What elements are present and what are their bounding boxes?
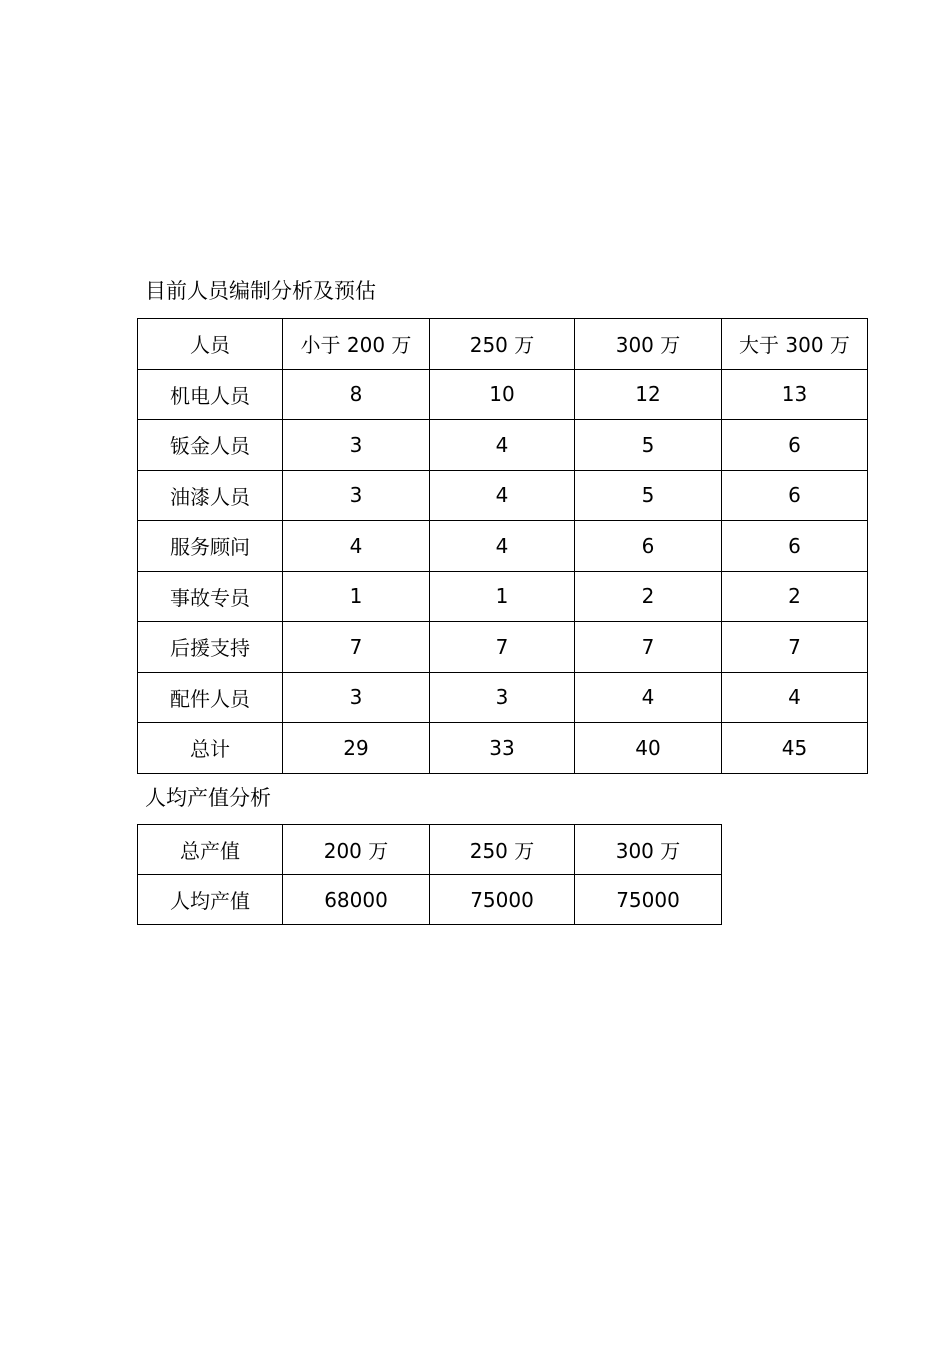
header-cell: 小于 200 万 [283, 319, 430, 370]
table-row [138, 622, 868, 673]
table-cell: 4 [430, 470, 575, 521]
table-cell: 8 [283, 369, 430, 420]
table-cell: 33 [430, 723, 575, 774]
table-cell: 40 [575, 723, 722, 774]
header-cell: 250 万 [430, 825, 575, 875]
table-cell: 6 [722, 521, 868, 572]
header-cell: 人员 [138, 319, 283, 370]
table-cell: 3 [283, 672, 430, 723]
table-cell: 5 [575, 420, 722, 471]
table-cell: 4 [722, 672, 868, 723]
table-row [138, 420, 868, 471]
table-cell: 6 [722, 470, 868, 521]
table-header-row [138, 825, 722, 875]
table-cell: 6 [722, 420, 868, 471]
total-row [138, 723, 868, 774]
table-cell: 7 [283, 622, 430, 673]
staffing-table [137, 318, 868, 774]
row-label: 机电人员 [138, 369, 283, 420]
table-cell: 6 [575, 521, 722, 572]
row-label: 总计 [138, 723, 283, 774]
table-cell: 4 [430, 420, 575, 471]
table-cell: 68000 [283, 875, 430, 925]
table-cell: 7 [430, 622, 575, 673]
table-row [138, 875, 722, 925]
row-label: 服务顾问 [138, 521, 283, 572]
table-cell: 3 [283, 420, 430, 471]
table-cell: 13 [722, 369, 868, 420]
table-cell: 7 [722, 622, 868, 673]
header-cell: 200 万 [283, 825, 430, 875]
row-label: 后援支持 [138, 622, 283, 673]
table-cell: 2 [722, 571, 868, 622]
staffing-table-title: 目前人员编制分析及预估 [145, 279, 376, 303]
row-label: 配件人员 [138, 672, 283, 723]
table-cell: 4 [283, 521, 430, 572]
table-row [138, 369, 868, 420]
table-header-row [138, 319, 868, 370]
table-row [138, 672, 868, 723]
table-cell: 12 [575, 369, 722, 420]
table-cell: 4 [430, 521, 575, 572]
output-table-title: 人均产值分析 [145, 786, 271, 810]
table-cell: 7 [575, 622, 722, 673]
header-cell: 300 万 [575, 319, 722, 370]
table-cell: 1 [430, 571, 575, 622]
table-cell: 3 [283, 470, 430, 521]
table-cell: 29 [283, 723, 430, 774]
row-label: 油漆人员 [138, 470, 283, 521]
table-cell: 5 [575, 470, 722, 521]
table-cell: 75000 [430, 875, 575, 925]
table-row [138, 470, 868, 521]
header-cell: 总产值 [138, 825, 283, 875]
row-label: 事故专员 [138, 571, 283, 622]
row-label: 钣金人员 [138, 420, 283, 471]
table-cell: 2 [575, 571, 722, 622]
table-cell: 45 [722, 723, 868, 774]
table-row [138, 571, 868, 622]
header-cell: 大于 300 万 [722, 319, 868, 370]
header-cell: 250 万 [430, 319, 575, 370]
table-cell: 1 [283, 571, 430, 622]
table-cell: 75000 [575, 875, 722, 925]
header-cell: 300 万 [575, 825, 722, 875]
output-table [137, 824, 722, 925]
row-label: 人均产值 [138, 875, 283, 925]
table-cell: 10 [430, 369, 575, 420]
table-cell: 4 [575, 672, 722, 723]
table-row [138, 521, 868, 572]
table-cell: 3 [430, 672, 575, 723]
